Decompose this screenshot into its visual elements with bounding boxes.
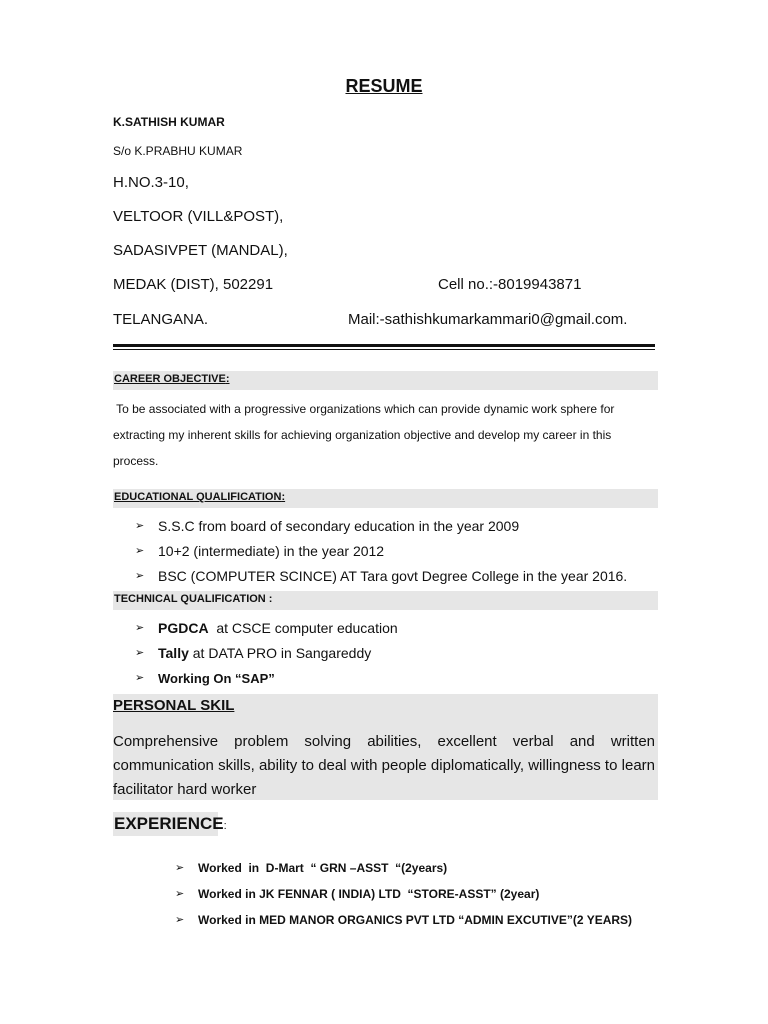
header-divider-thick <box>113 344 655 347</box>
arrow-bullet-icon: ➢ <box>135 622 145 634</box>
address-line-1: H.NO.3-10, <box>113 174 189 191</box>
address-line-2: VELTOOR (VILL&POST), <box>113 208 284 225</box>
education-list <box>135 516 627 591</box>
address-line-5: TELANGANA. <box>113 311 209 328</box>
list-item: ➢ BSC (COMPUTER SCINCE) AT Tara govt Degree College in the year 2016. <box>135 568 628 584</box>
experience-heading: EXPERIENCE: <box>114 814 227 833</box>
list-item: ➢ Worked in JK FENNAR ( INDIA) LTD “STORE-ASST” (2year) <box>175 887 540 901</box>
resume-title: RESUME <box>345 76 423 96</box>
cell-number: Cell no.:-8019943871 <box>438 276 582 293</box>
email-address: Mail:-sathishkumarkammari0@gmail.com. <box>348 311 628 328</box>
arrow-bullet-icon: ➢ <box>135 520 145 532</box>
career-line-1: To be associated with a progressive organizations which can provide dynamic work sphere for <box>113 402 615 416</box>
education-heading: EDUCATIONAL QUALIFICATION: <box>114 491 286 503</box>
arrow-bullet-icon: ➢ <box>135 647 145 659</box>
list-item: ➢ Worked in MED MANOR ORGANICS PVT LTD “ADMIN EXCUTIVE”(2 YEARS) <box>175 913 633 927</box>
personal-skill-heading: PERSONAL SKIL <box>113 697 235 714</box>
list-item: ➢ PGDCA at CSCE computer education <box>135 620 398 636</box>
career-objective-text <box>113 396 653 474</box>
list-item: ➢ Working On “SAP” <box>135 668 398 693</box>
technical-heading: TECHNICAL QUALIFICATION : <box>114 593 273 605</box>
career-line-2: extracting my inherent skills for achieving organization objective and develop my career in this <box>113 428 612 442</box>
candidate-name: K.SATHISH KUMAR <box>113 115 225 129</box>
arrow-bullet-icon: ➢ <box>175 888 185 900</box>
personal-skill-text: Comprehensive problem solving abilities, excellent verbal and written communication skills, ability to deal with people diplomatically, willingness to learn facilitator hard worker <box>113 733 655 798</box>
career-heading: CAREER OBJECTIVE: <box>114 373 230 385</box>
arrow-bullet-icon: ➢ <box>175 862 185 874</box>
arrow-bullet-icon: ➢ <box>135 570 145 582</box>
address-line-3: SADASIVPET (MANDAL), <box>113 242 288 259</box>
arrow-bullet-icon: ➢ <box>135 545 145 557</box>
arrow-bullet-icon: ➢ <box>175 914 185 926</box>
header-divider-thin <box>113 349 655 350</box>
experience-list <box>175 859 632 937</box>
career-line-3: process. <box>113 454 159 468</box>
list-item: ➢ S.S.C from board of secondary education in the year 2009 <box>135 518 520 534</box>
list-item: ➢ Worked in D-Mart “ GRN –ASST “(2years) <box>175 861 448 875</box>
technical-list <box>135 618 398 693</box>
list-item: ➢ 10+2 (intermediate) in the year 2012 <box>135 543 385 559</box>
father-name: S/o K.PRABHU KUMAR <box>113 144 243 158</box>
address-line-4: MEDAK (DIST), 502291 <box>113 276 274 293</box>
list-item: ➢ Tally at DATA PRO in Sangareddy <box>135 645 372 661</box>
arrow-bullet-icon: ➢ <box>135 672 145 684</box>
